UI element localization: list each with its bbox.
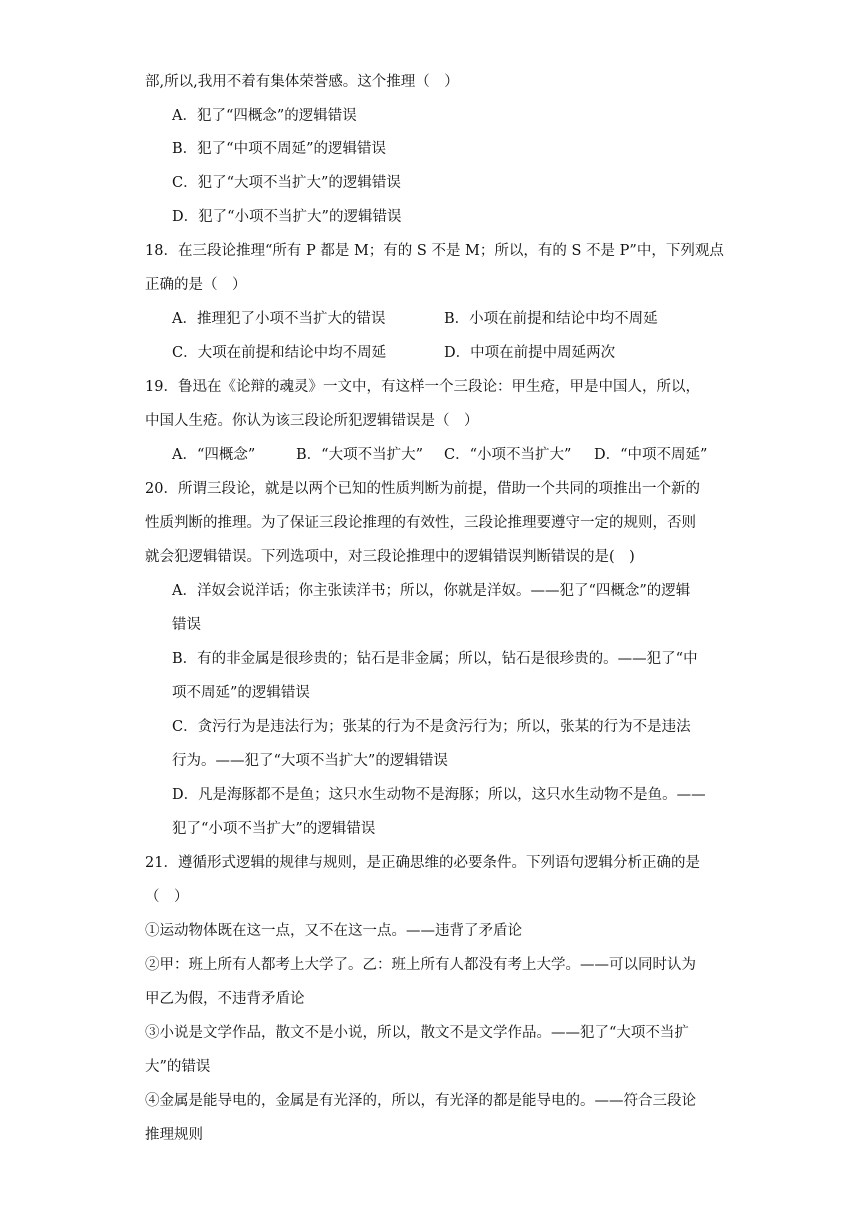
q18-option-c: C．大项在前提和结论中均不周延	[172, 345, 387, 361]
q21-item-2-line-2: 甲乙为假，不违背矛盾论	[145, 991, 305, 1007]
q21-item-3-line-2: 大”的错误	[145, 1059, 211, 1075]
q18-stem-line-1: 18．在三段论推理“所有 P 都是 M；有的 S 不是 M；所以，有的 S 不是 P”中，下列观点	[145, 243, 724, 259]
q21-item-2-line-1: ②甲：班上所有人都考上大学了。乙：班上所有人都没有考上大学。——可以同时认为	[145, 957, 696, 973]
q17-option-c: C．犯了“大项不当扩大”的逻辑错误	[172, 175, 401, 191]
q21-item-4-line-1: ④金属是能导电的，金属是有光泽的，所以，有光泽的都是能导电的。——符合三段论	[145, 1093, 696, 1109]
q20-stem-line-3: 就会犯逻辑错误。下列选项中，对三段论推理中的逻辑错误判断错误的是( )	[145, 549, 635, 565]
q20-option-d-line-2: 犯了“小项不当扩大”的逻辑错误	[172, 821, 376, 837]
q19-option-d: D．“中项不周延”	[594, 447, 708, 463]
q21-stem-line-2: （ ）	[145, 889, 189, 905]
q21-item-4-line-2: 推理规则	[145, 1127, 203, 1143]
q21-stem-line-1: 21．遵循形式逻辑的规律与规则，是正确思维的必要条件。下列语句逻辑分析正确的是	[145, 855, 700, 871]
q20-option-b-line-1: B．有的非金属是很珍贵的；钻石是非金属；所以，钻石是很珍贵的。——犯了“中	[172, 651, 698, 667]
q20-option-a-line-1: A．洋奴会说洋话；你主张读洋书；所以，你就是洋奴。——犯了“四概念”的逻辑	[172, 583, 691, 599]
q18-option-d: D．中项在前提中周延两次	[444, 345, 616, 361]
q20-stem-line-2: 性质判断的推理。为了保证三段论推理的有效性，三段论推理要遵守一定的规则，否则	[145, 515, 696, 531]
q17-stem-line: 部,所以,我用不着有集体荣誉感。这个推理（ ）	[145, 74, 459, 90]
q17-option-a: A．犯了“四概念”的逻辑错误	[172, 108, 357, 124]
q19-stem-line-1: 19．鲁迅在《论辩的魂灵》一文中，有这样一个三段论：甲生疮，甲是中国人，所以，	[145, 379, 700, 395]
q21-item-1: ①运动物体既在这一点，又不在这一点。——违背了矛盾论	[145, 923, 522, 939]
q20-option-a-line-2: 错误	[172, 617, 201, 633]
q17-option-d: D．犯了“小项不当扩大”的逻辑错误	[172, 209, 402, 225]
q20-option-b-line-2: 项不周延”的逻辑错误	[172, 685, 310, 701]
q18-stem-line-2: 正确的是（ ）	[145, 277, 247, 293]
q19-option-c: C．“小项不当扩大”	[444, 447, 572, 463]
q17-option-b: B．犯了“中项不周延”的逻辑错误	[172, 141, 386, 157]
q20-option-c-line-2: 行为。——犯了“大项不当扩大”的逻辑错误	[172, 753, 448, 769]
q21-item-3-line-1: ③小说是文学作品，散文不是小说，所以，散文不是文学作品。——犯了“大项不当扩	[145, 1025, 689, 1041]
q18-option-b: B．小项在前提和结论中均不周延	[444, 311, 658, 327]
q19-stem-line-2: 中国人生疮。你认为该三段论所犯逻辑错误是（ ）	[145, 413, 479, 429]
q20-stem-line-1: 20．所谓三段论，就是以两个已知的性质判断为前提，借助一个共同的项推出一个新的	[145, 481, 700, 497]
q20-option-d-line-1: D．凡是海豚都不是鱼；这只水生动物不是海豚；所以，这只水生动物不是鱼。——	[172, 787, 706, 803]
q19-option-a: A．“四概念”	[172, 447, 256, 463]
q19-option-b: B．“大项不当扩大”	[296, 447, 423, 463]
q18-option-a: A．推理犯了小项不当扩大的错误	[172, 311, 386, 327]
q20-option-c-line-1: C．贪污行为是违法行为；张某的行为不是贪污行为；所以，张某的行为不是违法	[172, 719, 691, 735]
